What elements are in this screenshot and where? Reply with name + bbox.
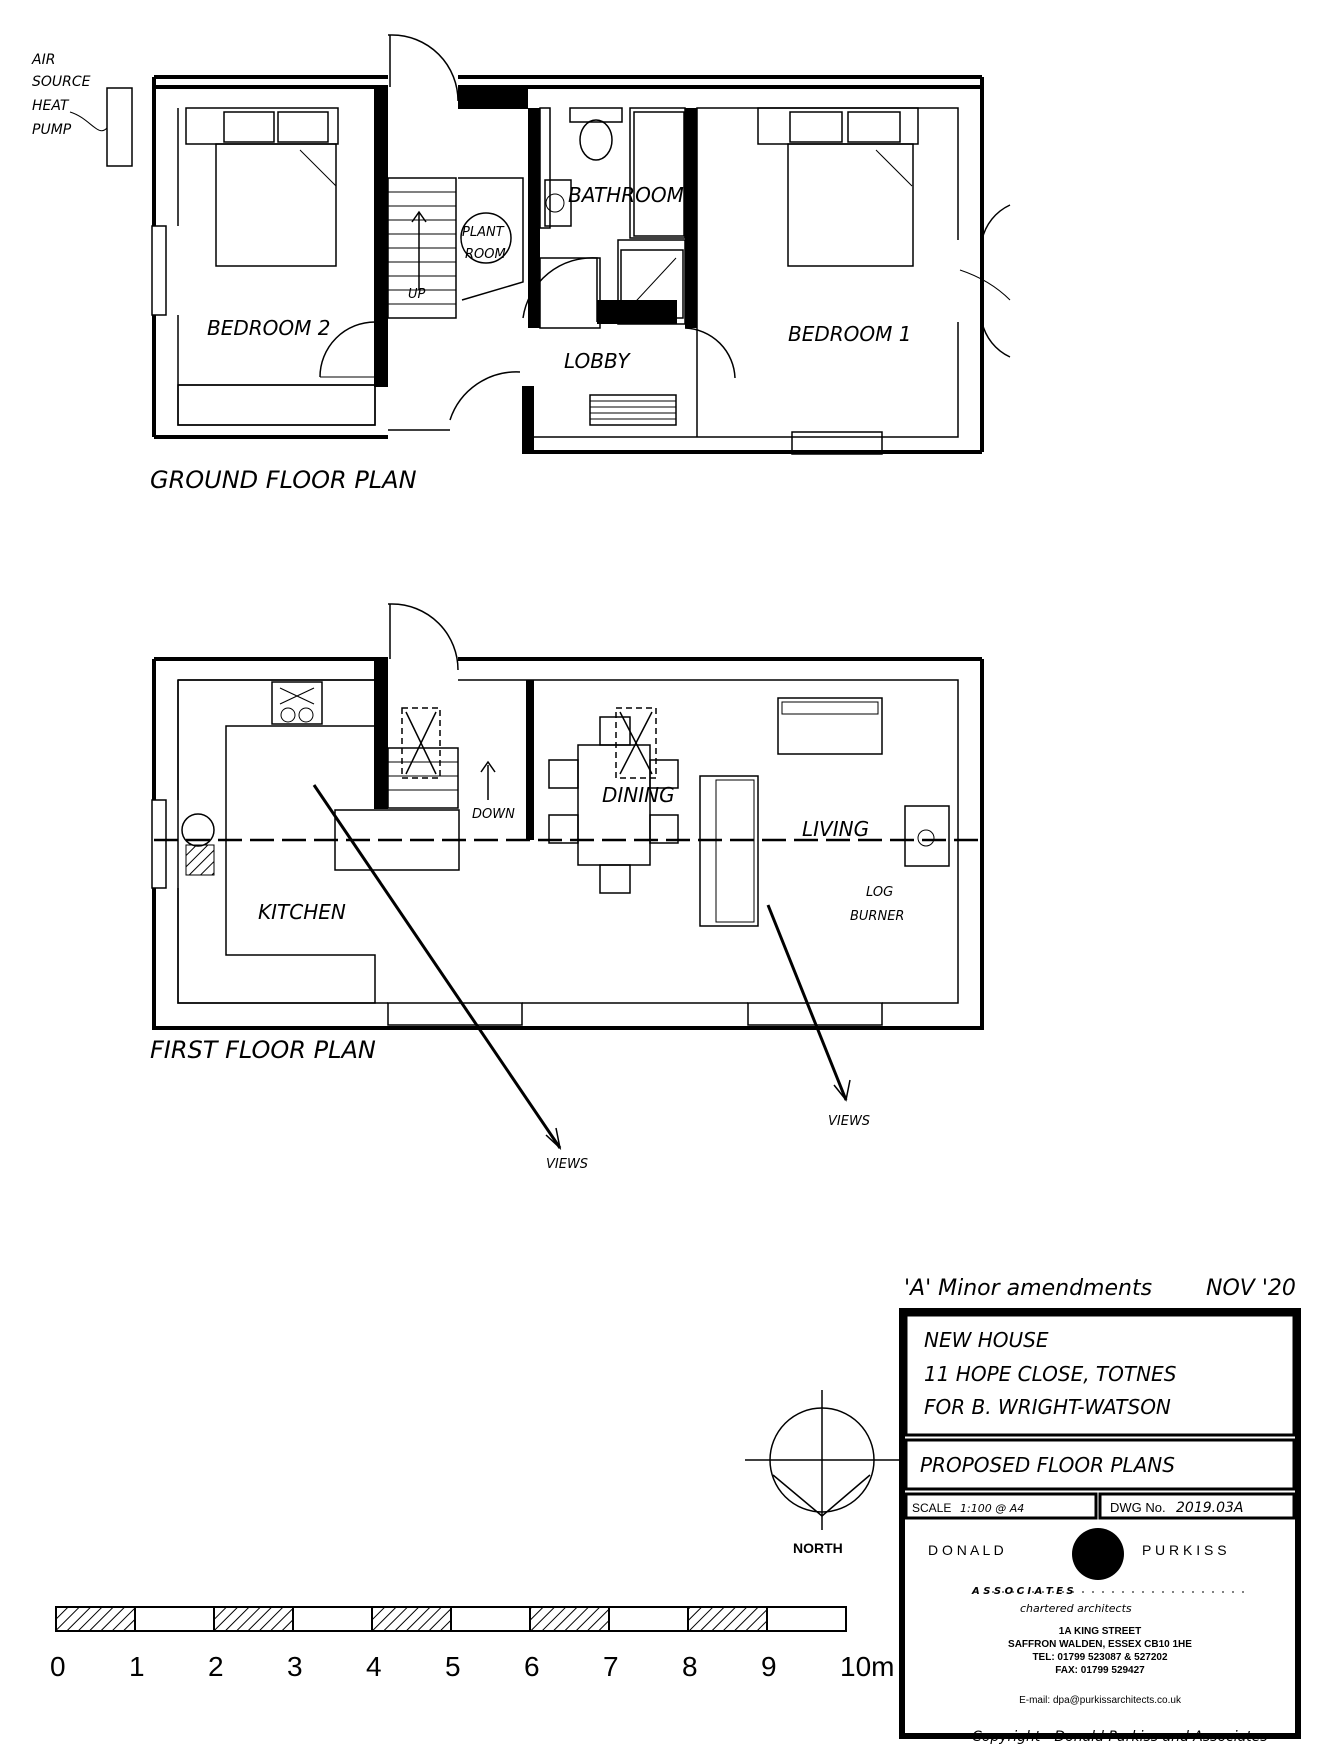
- label-up: UP: [408, 287, 426, 302]
- bedroom1-french-doors: [982, 205, 1010, 357]
- address-2: SAFFRON WALDEN, ESSEX CB10 1HE: [1008, 1639, 1192, 1650]
- label-down: DOWN: [472, 807, 515, 822]
- scale-segment: [135, 1607, 214, 1631]
- scale-tick-label: 0: [50, 1651, 66, 1682]
- label-kitchen: KITCHEN: [258, 900, 346, 924]
- label-bedroom-1: BEDROOM 1: [788, 322, 912, 346]
- north-label: NORTH: [793, 1540, 843, 1556]
- annotation-heat: HEAT: [32, 98, 69, 114]
- first-floor-title: FIRST FLOOR PLAN: [150, 1036, 376, 1064]
- copyright: Copyright - Donald Purkiss and Associates: [972, 1729, 1268, 1745]
- views-label-1: VIEWS: [546, 1157, 589, 1172]
- bedroom2-window: [152, 226, 166, 315]
- bedroom2-bed: [186, 108, 338, 266]
- first-entrance-door: [388, 604, 458, 670]
- tel: TEL: 01799 523087 & 527202: [1032, 1652, 1168, 1663]
- scale-segment: [56, 1607, 135, 1631]
- annotation-air: AIR: [32, 52, 56, 68]
- label-lobby: LOBBY: [564, 349, 630, 373]
- north-arrow: [745, 1390, 900, 1530]
- dwg-label: DWG No.: [1110, 1500, 1166, 1515]
- scale-tick-label: 3: [287, 1651, 303, 1682]
- scale-segment: [451, 1607, 530, 1631]
- first-floor-window: [152, 800, 166, 888]
- project-line-2: 11 HOPE CLOSE, TOTNES: [924, 1362, 1177, 1386]
- scale-bar: [50, 1607, 894, 1682]
- email: E-mail: dpa@purkissarchitects.co.uk: [1019, 1695, 1181, 1706]
- scale-segment: [767, 1607, 846, 1631]
- bedroom2-wardrobe: [178, 385, 375, 425]
- scale-segment: [293, 1607, 372, 1631]
- amendment-text: 'A' Minor amendments: [904, 1276, 1153, 1301]
- scale-tick-label: 6: [524, 1651, 540, 1682]
- ground-internal-walls: [374, 87, 697, 452]
- kitchen-window: [388, 1003, 522, 1025]
- heat-pump-leader: [70, 112, 107, 131]
- scale-segment: [609, 1607, 688, 1631]
- project-line-1: NEW HOUSE: [924, 1328, 1049, 1352]
- dwg-value: 2019.03A: [1176, 1500, 1244, 1516]
- scale-value: 1:100 @ A4: [960, 1502, 1025, 1515]
- label-bedroom-2: BEDROOM 2: [207, 316, 331, 340]
- scale-segment: [372, 1607, 451, 1631]
- address-1: 1A KING STREET: [1058, 1626, 1142, 1637]
- firm-name-right: P U R K I S S: [1142, 1542, 1227, 1558]
- label-burner: BURNER: [850, 909, 905, 924]
- project-line-3: FOR B. WRIGHT-WATSON: [924, 1395, 1171, 1419]
- label-log: LOG: [866, 885, 894, 900]
- first-floor-plan: [152, 604, 982, 1148]
- scale-tick-label: 1: [129, 1651, 145, 1682]
- firm-sub: chartered architects: [1020, 1602, 1132, 1615]
- annotation-source: SOURCE: [32, 74, 91, 90]
- scale-tick-label: 2: [208, 1651, 224, 1682]
- views-label-2: VIEWS: [828, 1114, 871, 1129]
- ground-floor-title: GROUND FLOOR PLAN: [150, 466, 417, 494]
- scale-segment: [530, 1607, 609, 1631]
- bath: [634, 112, 684, 236]
- fax: FAX: 01799 529427: [1055, 1665, 1145, 1676]
- kitchen-units: [178, 680, 459, 1003]
- ground-floor-plan: [70, 35, 1010, 454]
- living-furniture: [700, 698, 949, 926]
- firm-associates: A S S O C I A T E S: [972, 1586, 1074, 1597]
- label-plant: PLANT: [462, 225, 504, 240]
- label-dining: DINING: [602, 783, 675, 807]
- scale-tick-label: 9: [761, 1651, 777, 1682]
- annotation-pump: PUMP: [32, 122, 72, 138]
- scale-tick-label: 8: [682, 1651, 698, 1682]
- label-living: LIVING: [802, 817, 870, 841]
- drawing-title: PROPOSED FLOOR PLANS: [920, 1453, 1175, 1477]
- lobby-radiator: [590, 395, 676, 425]
- bathroom-fittings: [545, 108, 684, 318]
- scale-tick-label: 5: [445, 1651, 461, 1682]
- scale-tick-label: 10m: [840, 1651, 895, 1682]
- scale-tick-label: 4: [366, 1651, 382, 1682]
- label-bathroom: BATHROOM: [568, 183, 684, 207]
- label-plant-room: ROOM: [465, 247, 506, 262]
- amendment-date: NOV '20: [1206, 1276, 1296, 1301]
- bedroom1-bed: [758, 108, 918, 266]
- scale-tick-label: 7: [603, 1651, 619, 1682]
- scale-segment: [214, 1607, 293, 1631]
- scale-segment: [688, 1607, 767, 1631]
- ground-entrance-door: [388, 35, 458, 101]
- firm-name-left: D O N A L D: [928, 1542, 1004, 1558]
- first-stairs: [388, 708, 495, 808]
- heat-pump-unit: [107, 88, 132, 166]
- scale-label: SCALE: [912, 1501, 952, 1515]
